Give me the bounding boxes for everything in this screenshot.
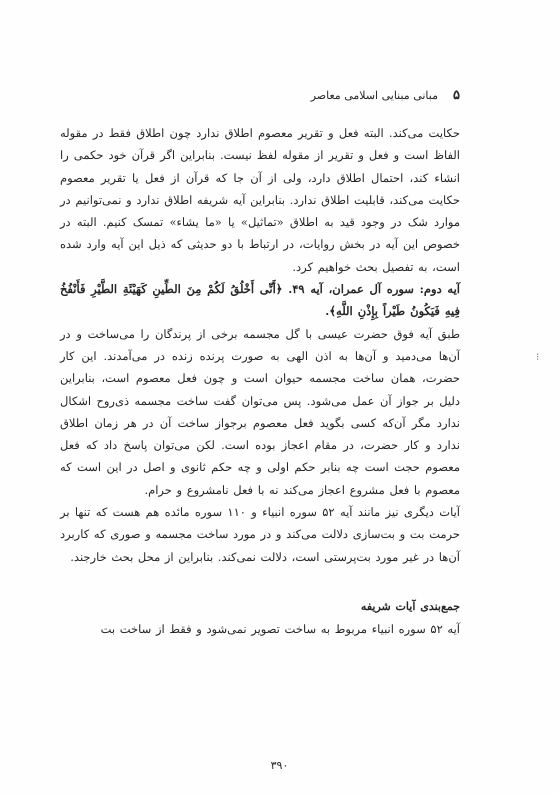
margin-mark: ⁝	[536, 352, 540, 363]
running-title: مبانی مبنایی اسلامی معاصر	[310, 89, 438, 102]
paragraph-other-verses: آیات دیگری نیز مانند آیه ۵۲ سوره انبیاء و ۱۱۰ سوره مائده هم هست که تنها بر حرمت بت و بت‌سازی دلالت می‌کند و در مورد ساخت مجسمه و صوری که کاربرد آن‌ها در غیر مورد بت‌پرستی است، دلالت نمی‌کند. بنابراین از محل بحث خارجند.	[60, 505, 460, 564]
subheading-summary: جمع‌بندی آیات شریفه	[360, 599, 460, 613]
paragraph-summary-start: آیه ۵۲ سوره انبیاء مربوط به ساخت تصویر نمی‌شود و فقط از ساخت بت	[100, 622, 460, 637]
header-page-marker: ۵	[453, 88, 460, 103]
running-header	[60, 88, 460, 106]
verse-al-imran-49: آیه دوم: سوره آل عمران، آیه ۴۹. ﴿أَنِّی أَخْلُقُ لَکُمْ مِنَ الطِّینِ کَهَیْئَةِ الطَّیْرِ فَأَنْفُخُ فِیهِ فَیَکُونُ طَیْراً بِإِذْنِ اللَّهِ﴾.	[60, 282, 460, 319]
page-number: ۳۹۰	[270, 759, 289, 772]
body-text	[60, 122, 460, 641]
paragraph-tamaththul: حکایت می‌کند. البته فعل و تقریر معصوم اطلاق ندارد چون اطلاق فقط در مقوله الفاظ است و فعل و تقریر از مقوله لفظ نیست. بنابراین اگر قرآن خود حکمی را انشاء کند، احتمال اطلاق دارد، ولی از آن جا که قرآن از فعل یا تقریر معصوم حکایت می‌کند، قابلیت اطلاق ندارد. بنابراین آیه شریفه اطلاق ندارد و نمی‌توانیم در موارد شک در وجود قید به اطلاق «تماثیل» یا «ما یشاء» تمسک کنیم. البته در خصوص این آیه در بخش روایات، در ارتباط با دو حدیثی که ذیل این آیه وارد شده است، به تفصیل بحث خواهیم کرد.	[60, 126, 460, 274]
section-gap	[60, 568, 460, 596]
paragraph-isa-birds: طبق آیه فوق حضرت عیسی با گل مجسمه برخی از پرندگان را می‌ساخت و در آن‌ها می‌دمید و آن‌ها به اذن الهی به صورت پرنده زنده در می‌آمدند. این کار حضرت، همان ساخت مجسمه حیوان است و چون فعل معصوم است، بنابراین دلیل بر جواز آن عمل می‌شود. پس می‌توان گفت ساخت مجسمه ذی‌روح اشکال ندارد مگر آن‌که کسی بگوید فعل معصوم برجواز ساخت آن در هر زمان اطلاق ندارد و کار حضرت، در مقام اعجاز بوده است. لکن می‌توان پاسخ داد که فعل معصوم حجت است چه بنابر حکم اولی و چه حکم ثانوی و اصل در این است که معصوم با فعل مشروع اعجاز می‌کند نه با فعل نامشروع و حرام.	[60, 326, 460, 497]
